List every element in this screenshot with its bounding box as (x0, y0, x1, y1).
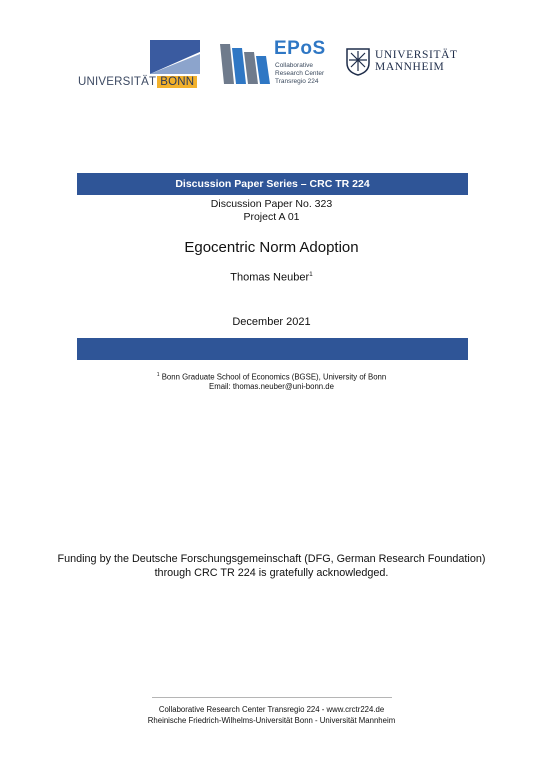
series-band: Discussion Paper Series – CRC TR 224 (77, 173, 468, 195)
university-bonn-logo (78, 40, 200, 88)
author-marker: 1 (309, 271, 313, 278)
university-mannheim-logo (345, 46, 463, 78)
epos-sub-line2: Research Center (275, 70, 325, 77)
mannheim-logo-text (375, 49, 458, 73)
affiliation (0, 372, 543, 382)
bonn-logo-name: UNIVERSITÄT (78, 76, 157, 88)
mannheim-seal-icon (345, 46, 371, 76)
funding-line-2: through CRC TR 224 is gratefully acknowledged. (154, 567, 389, 579)
affiliation-text: Bonn Graduate School of Economics (BGSE), University of Bonn (161, 372, 387, 382)
bonn-logo-text (78, 76, 197, 88)
bonn-logo-box: BONN (157, 76, 197, 88)
project-label: Project A 01 (243, 211, 300, 223)
footer-rule (152, 697, 392, 698)
footer-line-2: Rheinische Friedrich-Wilhelms-Universität Bonn - Universität Mannheim (147, 716, 396, 725)
epos-logo-subtitle (275, 62, 335, 86)
divider-band (77, 338, 468, 360)
footer-line-1: Collaborative Research Center Transregio 224 - www.crctr224.de (158, 705, 385, 714)
epos-mark-icon (218, 42, 270, 86)
epos-sub-line3: Transregio 224 (275, 78, 319, 85)
epos-logo (218, 38, 334, 90)
epos-logo-title: EPoS (274, 38, 326, 59)
author-email: Email: thomas.neuber@uni-bonn.de (209, 382, 334, 391)
paper-title: Egocentric Norm Adoption (184, 239, 359, 256)
funding-line-1: Funding by the Deutsche Forschungsgemeinschaft (DFG, German Research Foundation) (57, 553, 486, 565)
paper-number: Discussion Paper No. 323 (210, 198, 333, 210)
epos-sub-line1: Collaborative (275, 62, 313, 69)
mannheim-line1: UNIVERSITÄT (375, 49, 458, 61)
author-name: Thomas Neuber (230, 271, 310, 284)
paper-date: December 2021 (232, 316, 311, 328)
mannheim-line2: MANNHEIM (375, 61, 445, 73)
affiliation-marker: 1 (156, 372, 160, 378)
author (0, 271, 543, 284)
